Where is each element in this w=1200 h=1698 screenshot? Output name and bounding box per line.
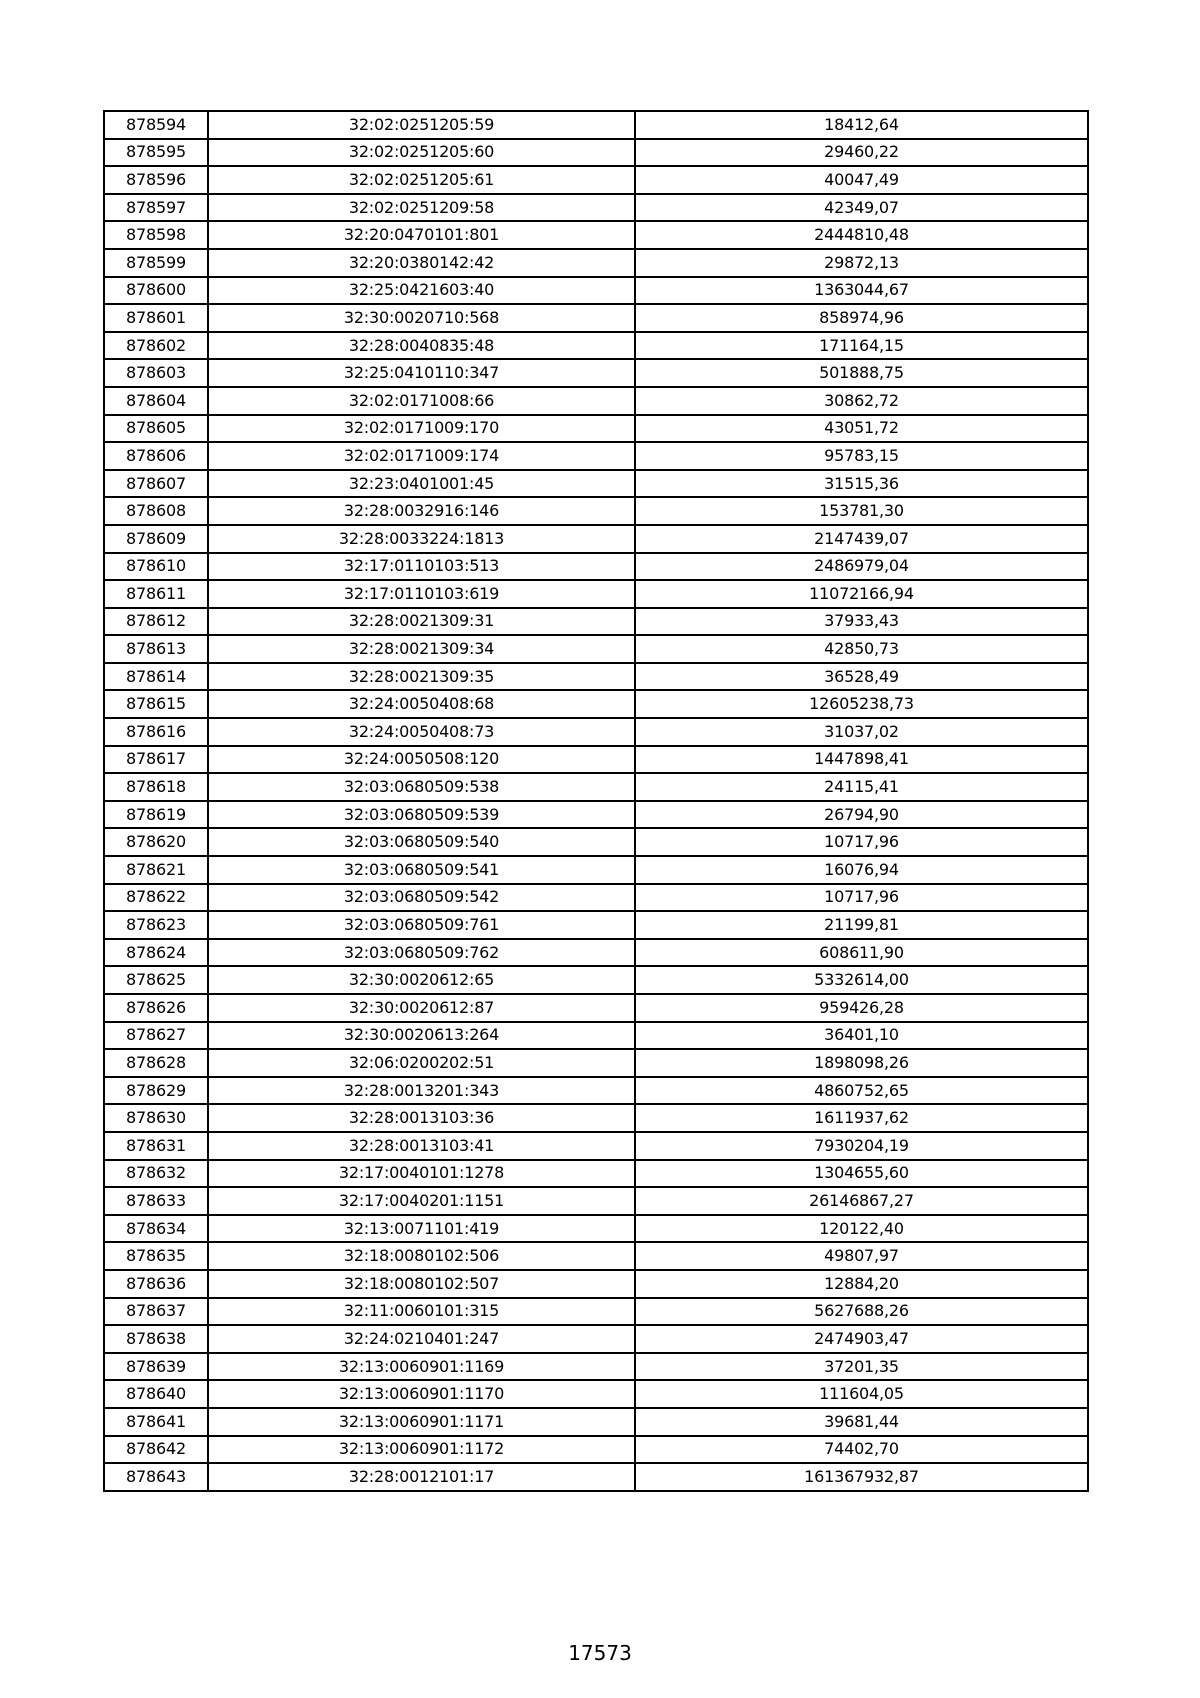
cadastral-number-cell: 32:06:0200202:51 — [208, 1049, 635, 1077]
record-number-cell: 878630 — [104, 1104, 208, 1132]
table-row — [104, 1380, 1088, 1408]
cadastral-number-cell: 32:28:0013103:36 — [208, 1104, 635, 1132]
value-cell: 12605238,73 — [635, 690, 1088, 718]
cadastral-number-cell: 32:25:0421603:40 — [208, 277, 635, 305]
record-number-cell: 878633 — [104, 1187, 208, 1215]
value-cell: 2474903,47 — [635, 1325, 1088, 1353]
cadastral-number-cell: 32:24:0050508:120 — [208, 746, 635, 774]
cadastral-number-cell: 32:30:0020710:568 — [208, 304, 635, 332]
record-number-cell: 878601 — [104, 304, 208, 332]
table-row — [104, 608, 1088, 636]
cadastral-number-cell: 32:03:0680509:542 — [208, 884, 635, 912]
table-row — [104, 1298, 1088, 1326]
cadastral-number-cell: 32:24:0050408:68 — [208, 690, 635, 718]
record-number-cell: 878623 — [104, 911, 208, 939]
table-row — [104, 1049, 1088, 1077]
value-cell: 7930204,19 — [635, 1132, 1088, 1160]
value-cell: 608611,90 — [635, 939, 1088, 967]
cadastral-number-cell: 32:30:0020613:264 — [208, 1022, 635, 1050]
record-number-cell: 878631 — [104, 1132, 208, 1160]
record-number-cell: 878605 — [104, 415, 208, 443]
value-cell: 2147439,07 — [635, 525, 1088, 553]
cadastral-number-cell: 32:02:0171009:174 — [208, 442, 635, 470]
value-cell: 111604,05 — [635, 1380, 1088, 1408]
value-cell: 2486979,04 — [635, 553, 1088, 581]
table-row — [104, 249, 1088, 277]
record-number-cell: 878598 — [104, 221, 208, 249]
value-cell: 2444810,48 — [635, 221, 1088, 249]
table-row — [104, 1104, 1088, 1132]
record-number-cell: 878625 — [104, 966, 208, 994]
cadastral-number-cell: 32:13:0060901:1170 — [208, 1380, 635, 1408]
record-number-cell: 878622 — [104, 884, 208, 912]
cadastral-number-cell: 32:20:0380142:42 — [208, 249, 635, 277]
cadastral-number-cell: 32:24:0210401:247 — [208, 1325, 635, 1353]
cadastral-number-cell: 32:28:0012101:17 — [208, 1463, 635, 1491]
table-row — [104, 939, 1088, 967]
cadastral-number-cell: 32:20:0470101:801 — [208, 221, 635, 249]
value-cell: 24115,41 — [635, 773, 1088, 801]
table-row — [104, 111, 1088, 139]
value-cell: 4860752,65 — [635, 1077, 1088, 1105]
cadastral-number-cell: 32:11:0060101:315 — [208, 1298, 635, 1326]
record-number-cell: 878629 — [104, 1077, 208, 1105]
record-number-cell: 878642 — [104, 1436, 208, 1464]
record-number-cell: 878624 — [104, 939, 208, 967]
cadastral-number-cell: 32:13:0060901:1171 — [208, 1408, 635, 1436]
cadastral-number-cell: 32:02:0251209:58 — [208, 194, 635, 222]
value-cell: 1363044,67 — [635, 277, 1088, 305]
value-cell: 29872,13 — [635, 249, 1088, 277]
cadastral-number-cell: 32:23:0401001:45 — [208, 470, 635, 498]
value-cell: 1447898,41 — [635, 746, 1088, 774]
cadastral-number-cell: 32:17:0040101:1278 — [208, 1160, 635, 1188]
table-row — [104, 525, 1088, 553]
cadastral-number-cell: 32:02:0251205:59 — [208, 111, 635, 139]
cadastral-number-cell: 32:03:0680509:762 — [208, 939, 635, 967]
cadastral-number-cell: 32:28:0013201:343 — [208, 1077, 635, 1105]
record-number-cell: 878617 — [104, 746, 208, 774]
cadastral-number-cell: 32:18:0080102:507 — [208, 1270, 635, 1298]
cadastral-number-cell: 32:30:0020612:65 — [208, 966, 635, 994]
cadastral-number-cell: 32:28:0021309:34 — [208, 635, 635, 663]
table-row — [104, 1132, 1088, 1160]
record-number-cell: 878607 — [104, 470, 208, 498]
cadastral-number-cell: 32:28:0033224:1813 — [208, 525, 635, 553]
value-cell: 37201,35 — [635, 1353, 1088, 1381]
table-row — [104, 773, 1088, 801]
table-row — [104, 1215, 1088, 1243]
record-number-cell: 878603 — [104, 359, 208, 387]
cadastral-number-cell: 32:03:0680509:540 — [208, 828, 635, 856]
table-row — [104, 1160, 1088, 1188]
table-row — [104, 828, 1088, 856]
value-cell: 95783,15 — [635, 442, 1088, 470]
table-row — [104, 635, 1088, 663]
table-row — [104, 553, 1088, 581]
table-row — [104, 1270, 1088, 1298]
value-cell: 10717,96 — [635, 828, 1088, 856]
table-row — [104, 690, 1088, 718]
table-row — [104, 1077, 1088, 1105]
table-row — [104, 1022, 1088, 1050]
cadastral-number-cell: 32:18:0080102:506 — [208, 1242, 635, 1270]
table-row — [104, 277, 1088, 305]
value-cell: 36528,49 — [635, 663, 1088, 691]
value-cell: 74402,70 — [635, 1436, 1088, 1464]
table-row — [104, 470, 1088, 498]
value-cell: 42349,07 — [635, 194, 1088, 222]
table-row — [104, 1325, 1088, 1353]
record-number-cell: 878606 — [104, 442, 208, 470]
table-row — [104, 1353, 1088, 1381]
value-cell: 30862,72 — [635, 387, 1088, 415]
record-number-cell: 878640 — [104, 1380, 208, 1408]
table-row — [104, 801, 1088, 829]
value-cell: 120122,40 — [635, 1215, 1088, 1243]
table-row — [104, 442, 1088, 470]
value-cell: 1304655,60 — [635, 1160, 1088, 1188]
cadastral-number-cell: 32:17:0110103:513 — [208, 553, 635, 581]
record-number-cell: 878610 — [104, 553, 208, 581]
table-row — [104, 1463, 1088, 1491]
cadastral-number-cell: 32:02:0251205:60 — [208, 139, 635, 167]
registry-table-body — [104, 111, 1088, 1491]
value-cell: 37933,43 — [635, 608, 1088, 636]
record-number-cell: 878597 — [104, 194, 208, 222]
value-cell: 959426,28 — [635, 994, 1088, 1022]
table-row — [104, 194, 1088, 222]
value-cell: 26794,90 — [635, 801, 1088, 829]
cadastral-number-cell: 32:17:0110103:619 — [208, 580, 635, 608]
table-row — [104, 966, 1088, 994]
cadastral-number-cell: 32:02:0171009:170 — [208, 415, 635, 443]
record-number-cell: 878612 — [104, 608, 208, 636]
record-number-cell: 878604 — [104, 387, 208, 415]
record-number-cell: 878635 — [104, 1242, 208, 1270]
record-number-cell: 878613 — [104, 635, 208, 663]
record-number-cell: 878616 — [104, 718, 208, 746]
value-cell: 43051,72 — [635, 415, 1088, 443]
value-cell: 36401,10 — [635, 1022, 1088, 1050]
record-number-cell: 878621 — [104, 856, 208, 884]
value-cell: 12884,20 — [635, 1270, 1088, 1298]
record-number-cell: 878628 — [104, 1049, 208, 1077]
value-cell: 171164,15 — [635, 332, 1088, 360]
cadastral-number-cell: 32:17:0040201:1151 — [208, 1187, 635, 1215]
cadastral-number-cell: 32:02:0171008:66 — [208, 387, 635, 415]
record-number-cell: 878609 — [104, 525, 208, 553]
table-row — [104, 1408, 1088, 1436]
table-row — [104, 746, 1088, 774]
record-number-cell: 878602 — [104, 332, 208, 360]
record-number-cell: 878600 — [104, 277, 208, 305]
value-cell: 39681,44 — [635, 1408, 1088, 1436]
cadastral-number-cell: 32:24:0050408:73 — [208, 718, 635, 746]
value-cell: 42850,73 — [635, 635, 1088, 663]
record-number-cell: 878618 — [104, 773, 208, 801]
record-number-cell: 878627 — [104, 1022, 208, 1050]
value-cell: 858974,96 — [635, 304, 1088, 332]
value-cell: 29460,22 — [635, 139, 1088, 167]
cadastral-number-cell: 32:03:0680509:761 — [208, 911, 635, 939]
cadastral-number-cell: 32:03:0680509:538 — [208, 773, 635, 801]
record-number-cell: 878626 — [104, 994, 208, 1022]
table-row — [104, 1436, 1088, 1464]
record-number-cell: 878620 — [104, 828, 208, 856]
value-cell: 501888,75 — [635, 359, 1088, 387]
value-cell: 153781,30 — [635, 497, 1088, 525]
value-cell: 16076,94 — [635, 856, 1088, 884]
cadastral-number-cell: 32:03:0680509:539 — [208, 801, 635, 829]
table-row — [104, 1242, 1088, 1270]
cadastral-number-cell: 32:28:0040835:48 — [208, 332, 635, 360]
table-row — [104, 415, 1088, 443]
table-row — [104, 1187, 1088, 1215]
table-row — [104, 387, 1088, 415]
record-number-cell: 878638 — [104, 1325, 208, 1353]
table-row — [104, 332, 1088, 360]
table-row — [104, 139, 1088, 167]
cadastral-number-cell: 32:13:0071101:419 — [208, 1215, 635, 1243]
table-row — [104, 221, 1088, 249]
table-row — [104, 304, 1088, 332]
cadastral-number-cell: 32:28:0021309:31 — [208, 608, 635, 636]
record-number-cell: 878594 — [104, 111, 208, 139]
table-row — [104, 856, 1088, 884]
table-row — [104, 884, 1088, 912]
cadastral-number-cell: 32:28:0013103:41 — [208, 1132, 635, 1160]
value-cell: 10717,96 — [635, 884, 1088, 912]
cadastral-number-cell: 32:13:0060901:1169 — [208, 1353, 635, 1381]
record-number-cell: 878639 — [104, 1353, 208, 1381]
record-number-cell: 878637 — [104, 1298, 208, 1326]
cadastral-number-cell: 32:28:0021309:35 — [208, 663, 635, 691]
record-number-cell: 878595 — [104, 139, 208, 167]
value-cell: 161367932,87 — [635, 1463, 1088, 1491]
record-number-cell: 878615 — [104, 690, 208, 718]
record-number-cell: 878596 — [104, 166, 208, 194]
cadastral-number-cell: 32:03:0680509:541 — [208, 856, 635, 884]
value-cell: 31037,02 — [635, 718, 1088, 746]
table-row — [104, 359, 1088, 387]
value-cell: 11072166,94 — [635, 580, 1088, 608]
record-number-cell: 878634 — [104, 1215, 208, 1243]
value-cell: 1611937,62 — [635, 1104, 1088, 1132]
record-number-cell: 878643 — [104, 1463, 208, 1491]
value-cell: 26146867,27 — [635, 1187, 1088, 1215]
record-number-cell: 878611 — [104, 580, 208, 608]
page-number: 17573 — [568, 1641, 632, 1665]
value-cell: 31515,36 — [635, 470, 1088, 498]
value-cell: 5627688,26 — [635, 1298, 1088, 1326]
record-number-cell: 878614 — [104, 663, 208, 691]
cadastral-number-cell: 32:25:0410110:347 — [208, 359, 635, 387]
cadastral-number-cell: 32:02:0251205:61 — [208, 166, 635, 194]
record-number-cell: 878636 — [104, 1270, 208, 1298]
record-number-cell: 878599 — [104, 249, 208, 277]
cadastral-number-cell: 32:30:0020612:87 — [208, 994, 635, 1022]
table-row — [104, 580, 1088, 608]
registry-table — [103, 110, 1089, 1492]
table-row — [104, 497, 1088, 525]
table-row — [104, 663, 1088, 691]
table-row — [104, 911, 1088, 939]
cadastral-number-cell: 32:28:0032916:146 — [208, 497, 635, 525]
value-cell: 21199,81 — [635, 911, 1088, 939]
value-cell: 40047,49 — [635, 166, 1088, 194]
record-number-cell: 878632 — [104, 1160, 208, 1188]
record-number-cell: 878641 — [104, 1408, 208, 1436]
value-cell: 1898098,26 — [635, 1049, 1088, 1077]
value-cell: 5332614,00 — [635, 966, 1088, 994]
table-row — [104, 994, 1088, 1022]
record-number-cell: 878619 — [104, 801, 208, 829]
record-number-cell: 878608 — [104, 497, 208, 525]
value-cell: 49807,97 — [635, 1242, 1088, 1270]
table-row — [104, 718, 1088, 746]
cadastral-number-cell: 32:13:0060901:1172 — [208, 1436, 635, 1464]
table-row — [104, 166, 1088, 194]
value-cell: 18412,64 — [635, 111, 1088, 139]
